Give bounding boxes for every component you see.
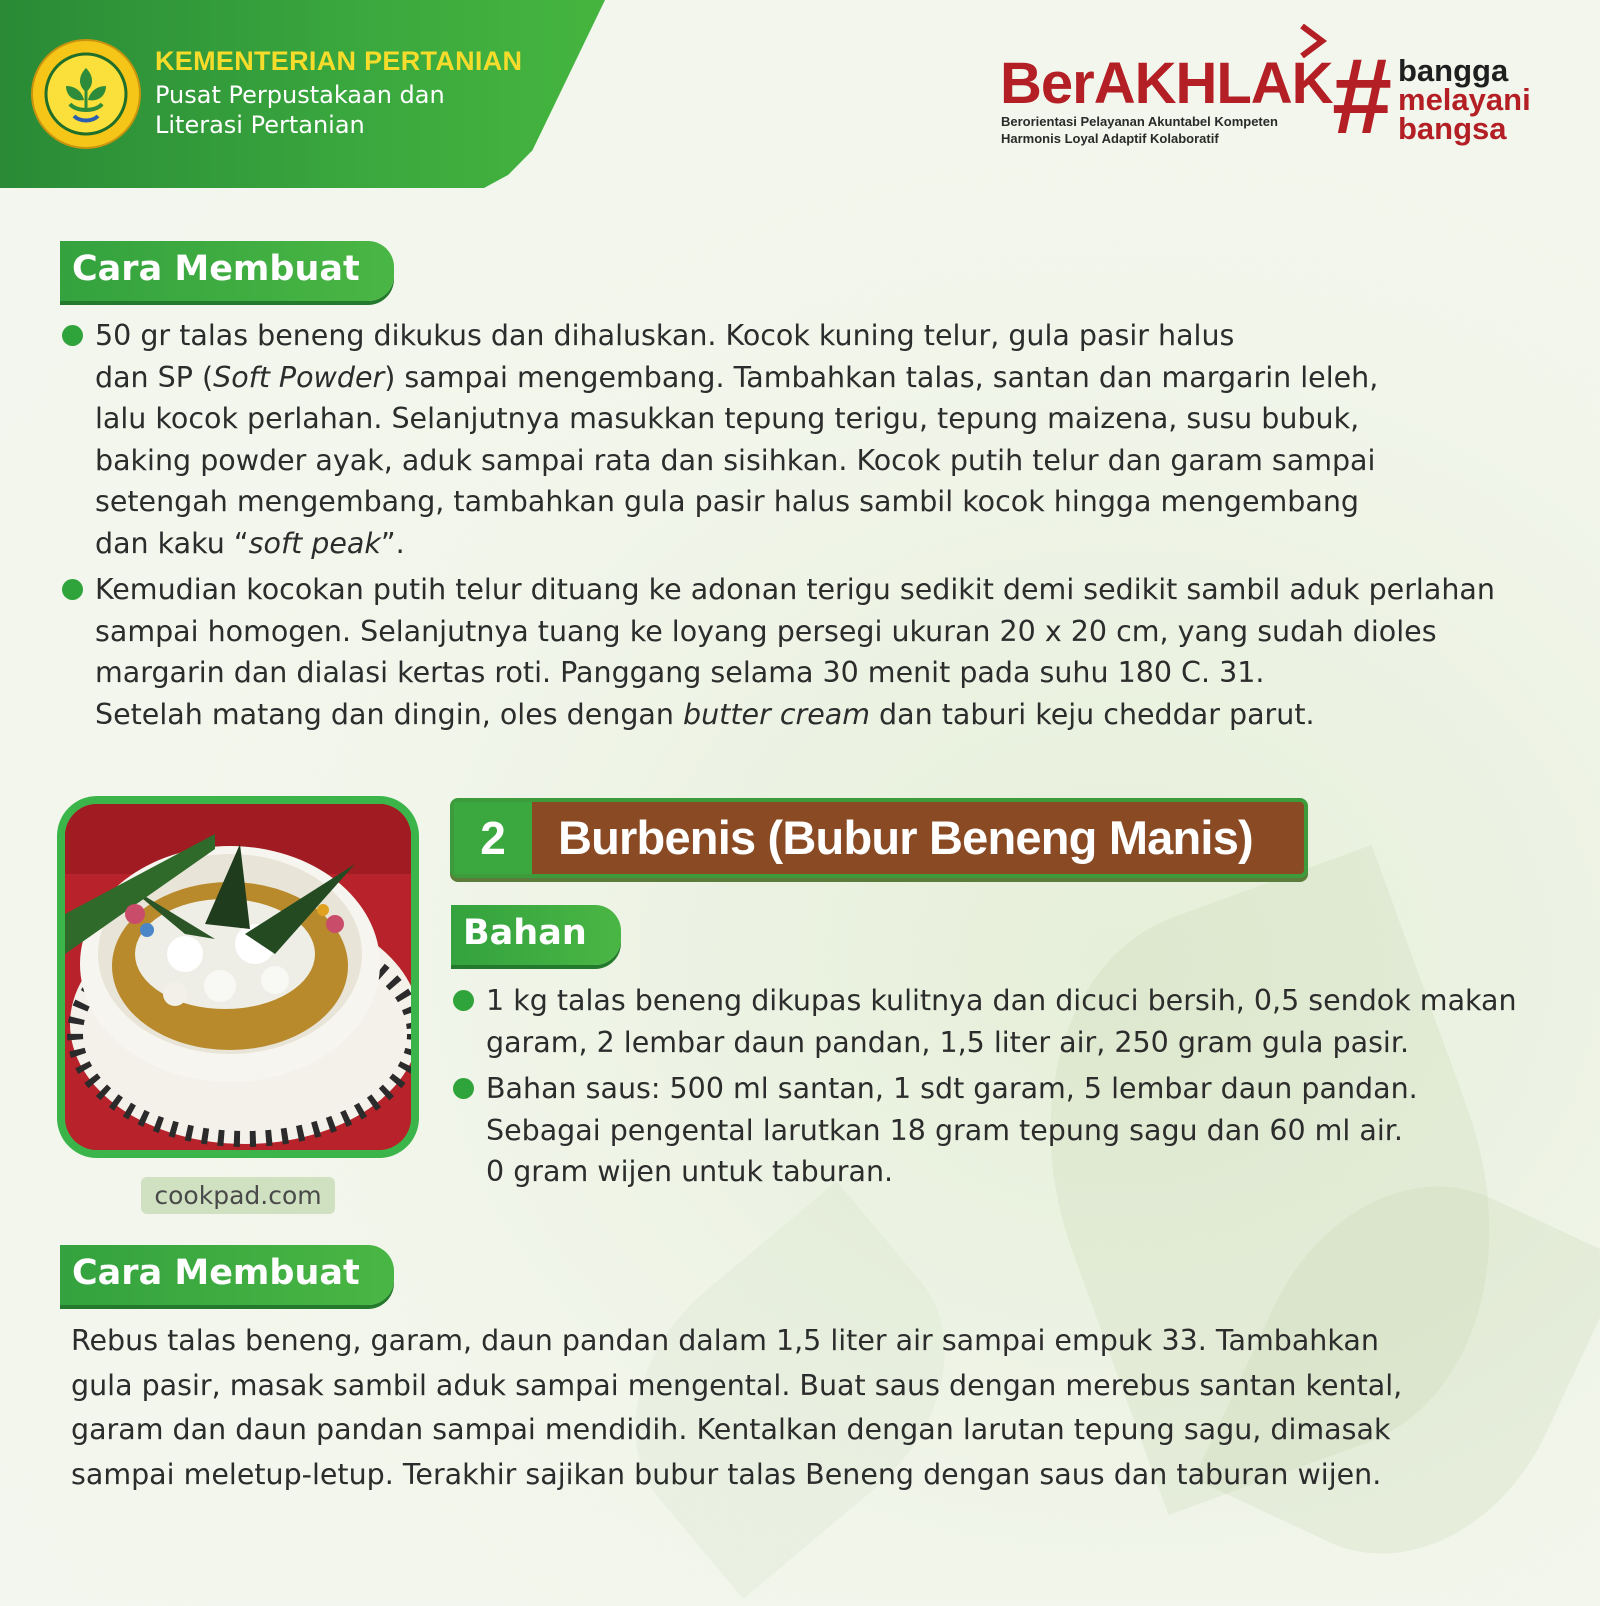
slogan: bangga melayani bangsa <box>1398 53 1531 146</box>
recipe-title: Burbenis (Bubur Beneng Manis) <box>558 811 1253 864</box>
berakhlak-logo-text: BerAKHLAK <box>1000 51 1333 116</box>
hashtag-mark: # <box>1332 35 1393 156</box>
chevron-right-icon <box>1296 24 1328 58</box>
method-steps-list <box>60 315 1495 735</box>
bullet-icon <box>62 579 83 600</box>
ingredient-item: Bahan saus: 500 ml santan, 1 sdt garam, 5 lembar daun pandan. Sebagai pengental larutkan 18 gram tepung sagu dan 60 ml air. 0 gram wijen untuk taburan. <box>451 1068 1517 1193</box>
bubur-beneng-illustration <box>65 804 411 1150</box>
unit-name: Pusat Perpustakaan dan Literasi Pertanian <box>155 81 445 139</box>
ingredient-item: 1 kg talas beneng dikupas kulitnya dan dicuci bersih, 0,5 sendok makan garam, 2 lembar daun pandan, 1,5 liter air, 250 gram gula pasir. <box>451 980 1517 1063</box>
ministry-logo <box>30 38 142 150</box>
photo-credit: cookpad.com <box>141 1177 335 1214</box>
bullet-icon <box>453 990 474 1011</box>
section-tag-ingredients: Bahan <box>451 905 621 965</box>
bullet-icon <box>62 325 83 346</box>
ministry-name: KEMENTERIAN PERTANIAN <box>155 46 523 76</box>
recipe-heading <box>450 798 1308 878</box>
recipe-number-badge: 2 <box>454 802 532 874</box>
ingredients-list <box>451 980 1517 1193</box>
section-tag-method: Cara Membuat <box>60 1245 394 1305</box>
dish-photo <box>57 796 419 1158</box>
method-step: Kemudian kocokan putih telur dituang ke adonan terigu sedikit demi sedikit sambil aduk perlahan sampai homogen. Selanjutnya tuang ke loyang persegi ukuran 20 x 20 cm, yang sudah dioles margarin dan dialasi kertas roti. Panggang selama 30 menit pada suhu 180 C. 31. Setelah matang dan dingin, oles dengan butter cream dan taburi keju cheddar parut. <box>60 569 1495 735</box>
bullet-icon <box>453 1078 474 1099</box>
method-step: 50 gr talas beneng dikukus dan dihaluskan. Kocok kuning telur, gula pasir halus dan SP (Soft Powder) sampai mengembang. Tambahkan talas, santan dan margarin leleh, lalu kocok perlahan. Selanjutnya masukkan tepung terigu, tepung maizena, susu bubuk, baking powder ayak, aduk sampai rata dan sisihkan. Kocok putih telur dan garam sampai setengah mengembang, tambahkan gula pasir halus sambil kocok hingga mengembang dan kaku “soft peak”. <box>60 315 1495 564</box>
method-paragraph: Rebus talas beneng, garam, daun pandan dalam 1,5 liter air sampai empuk 33. Tambahkan gula pasir, masak sambil aduk sampai mengental. Buat saus dengan merebus santan kental, garam dan daun pandan sampai mendidih. Kentalkan dengan larutan tepung sagu, dimasak sampai meletup-letup. Terakhir sajikan bubur talas Beneng dengan saus dan taburan wijen. <box>71 1324 1403 1491</box>
section-tag-method: Cara Membuat <box>60 241 394 301</box>
berakhlak-tagline: Berorientasi Pelayanan Akuntabel Kompeten Harmonis Loyal Adaptif Kolaboratif <box>1001 114 1278 146</box>
